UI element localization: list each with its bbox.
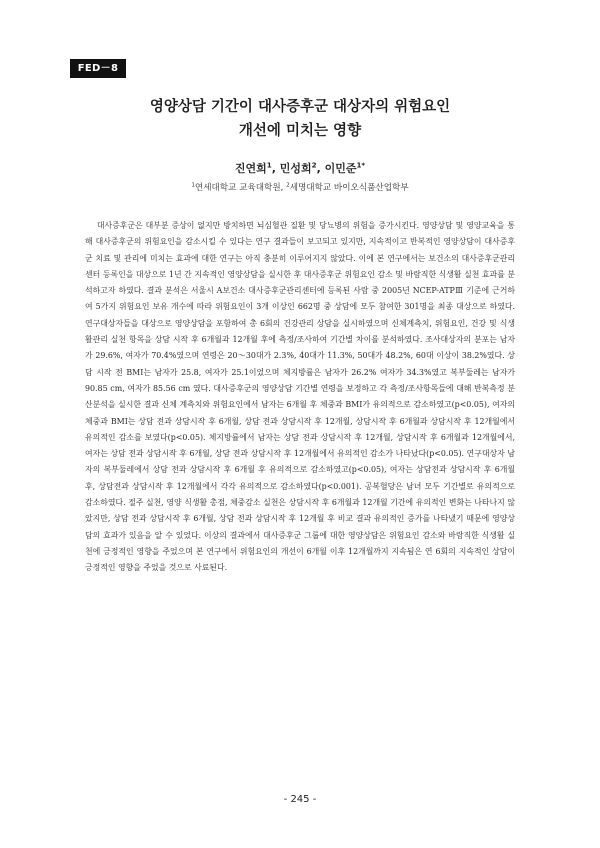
- abstract-text: 대사증후군은 대부분 증상이 없지만 방치하면 뇌심혈관 질환 및 당뇨병의 위험을 증가시킨다. 영양상담 및 영양교육을 통해 대사증후군의 위험요인을 감소시킬 수 있다는 연구 결과들이 보고되고 있지만, 지속적이고 반복적인 영양상담이 대사증후군 치료 및 관리에 미치는 효과에 대한 연구는 아직 충분히 이루어지지 않았다. 이에 본 연구에서는 보건소의 대사증후군관리센터 등록인을 대상으로 1년 간 지속적인 영양상담을 실시한 후 대사증후군 위험요인 감소 및 바람직한 식생활 실천 효과를 분석하고자 하였다. 결과 분석은 서울시 A보건소 대사증후군관리센터에 등록된 사람 중 2005년 NCEP-ATPⅢ 기준에 근거하여 5가지 위험요인 보유 개수에 따라 위험요인이 3개 이상인 662명 중 상담에 모두 참여한 301명을 최종 대상으로 하였다. 연구대상자들을 대상으로 영양상담을 포함하여 총 6회의 건강관리 상담을 실시하였으며 신체계측치, 위험요인, 건강 및 식생활관리 실천 항목을 상담 시작 후 6개월과 12개월 후에 측정/조사하여 기간별 차이를 분석하였다. 조사대상자의 분포는 남자가 29.6%, 여자가 70.4%였으며 연령은 20～30대가 2.3%, 40대가 11.3%, 50대가 48.2%, 60대 이상이 38.2%였다. 상담 시작 전 BMI는 남자가 25.8, 여자가 25.1이었으며 체지방률은 남자가 26.2% 여자가 34.3%였고 복부둘레는 남자가 90.85 cm, 여자가 85.56 cm 였다. 대사증후군의 영양상담 기간별 연령을 보정하고 각 측정/조사항목들에 대해 반복측정 분산분석을 실시한 결과 신체 계측치와 위험요인에서 남자는 6개월 후 체중과 BMI가 유의적으로 감소하였고(p<0.05), 여자의 체중과 BMI는 상담 전과 상담시작 후 6개월, 상담 전과 상담시작 후 12개월, 상담시작 후 6개월과 상담시작 후 12개월에서 유의적인 감소를 보였다(p<0.05). 체지방률에서 남자는 상담 전과 상담시작 후 12개월, 상담시작 후 6개월과 12개월에서, 여자는 상담 전과 상담시작 후 6개월, 상담 전과 상담시작 후 12개월에서 유의적인 감소가 나타났다(p<0.05). 연구대상자 남자의 복부둘레에서 상담 전과 상담시작 후 6개월 후 유의적으로 감소하였고(p<0.05), 여자는 상담전과 상담시작 후 6개월 후, 상담전과 상담시작 후 12개월에서 각각 유의적으로 감소하였다(p<0.001). 공복혈당은 남녀 모두 기간별로 유의적으로 감소하였다. 절주 실천, 영양 식생활 총점, 체중감소 실천은 상담시작 후 6개월과 12개월 기간에 유의적인 변화는 나타나지 않았지만, 상담 전과 상담시작 후 6개월, 상담 전과 상담시작 후 12개월 후 비교 결과 유의적인 증가를 나타냈기 때문에 영양상담의 효과가 있음을 알 수 있었다. 이상의 결과에서 대사증후군 그룹에 대한 영양상담은 위험요인 감소와 바람직한 식생활 실천에 긍정적인 영향을 주었으며 본 연구에서 위험요인의 개선이 6개월 이후 12개월까지 지속됨은 연 6회의 지속적인 상담이 긍정적인 영향을 주었을 것으로 사료된다.: [85, 221, 515, 573]
- title-line-1: 영양상담 기간이 대사증후군 대상자의 위험요인: [149, 99, 451, 115]
- paper-title: [60, 95, 540, 143]
- author-name: 이민준: [324, 162, 357, 175]
- author-name: 진연희: [234, 162, 267, 175]
- title-line-2: 개선에 미치는 영향: [238, 123, 362, 139]
- page-number: - 245 -: [283, 794, 317, 805]
- author-sup: 1*: [356, 160, 366, 170]
- affiliations: $^1$연세대학교 교육대학원, $^2$세명대학교 바이오식품산업학부: [191, 182, 409, 193]
- author-name: 민성희: [279, 162, 312, 175]
- affil-sup: 1: [191, 182, 195, 189]
- section-badge: FED－8: [70, 59, 126, 78]
- author-sup: 2: [311, 160, 317, 170]
- affil-sup: 2: [286, 182, 290, 189]
- affil-text: 세명대학교 바이오식품산업학부: [289, 183, 409, 193]
- affil-text: 연세대학교 교육대학원: [194, 183, 281, 193]
- author-sup: 1: [266, 160, 272, 170]
- author-list: 진연희$^1$, 민성희$^2$, 이민준$^{1*}$: [234, 160, 366, 175]
